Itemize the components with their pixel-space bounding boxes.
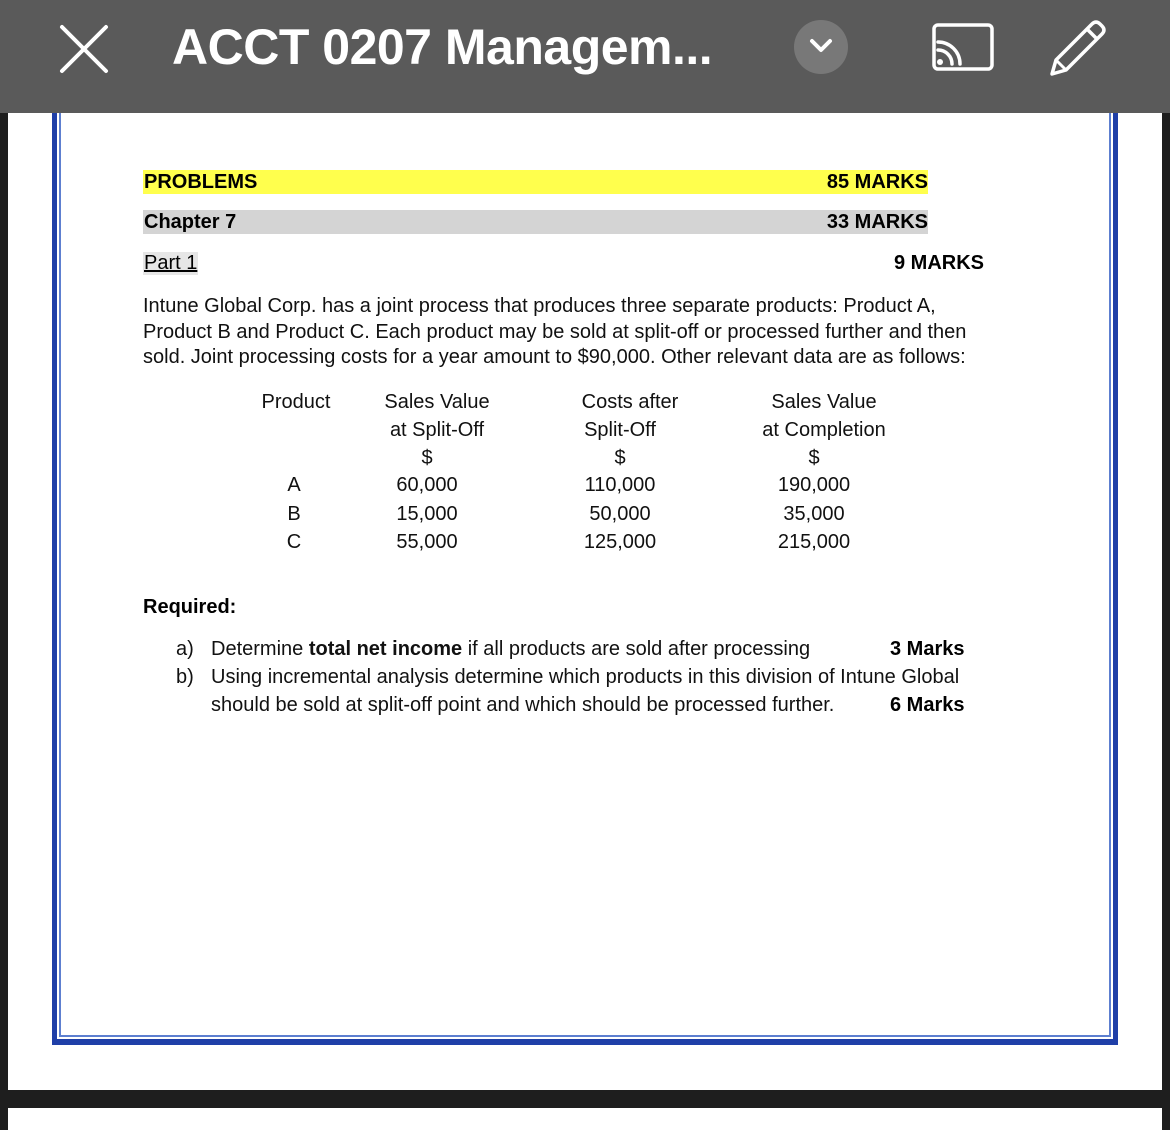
cell-split-off: 60,000 bbox=[396, 474, 458, 496]
item-marker: a) bbox=[176, 638, 194, 660]
item-b-line1: Using incremental analysis determine which products in this division of Intune Global bbox=[211, 666, 960, 688]
intro-line: Intune Global Corp. has a joint process that produces three separate products: Product A, bbox=[143, 295, 936, 317]
item-b-marks: 6 Marks bbox=[890, 694, 965, 716]
problems-header bbox=[143, 170, 928, 194]
cell-product: A bbox=[287, 474, 301, 496]
cell-split-off: 55,000 bbox=[396, 531, 458, 553]
item-marker: b) bbox=[176, 666, 194, 688]
cell-product: C bbox=[286, 531, 302, 553]
item-a-marks: 3 Marks bbox=[890, 638, 965, 660]
cell-completion: 190,000 bbox=[777, 474, 851, 496]
top-app-bar bbox=[0, 0, 1170, 113]
problems-marks: 85 MARKS bbox=[826, 171, 928, 193]
part-label: Part 1 bbox=[144, 252, 198, 274]
item-b-line2: should be sold at split-off point and which should be processed further. bbox=[211, 694, 835, 716]
col-header-completion: Sales Value at Completion $ bbox=[762, 391, 886, 469]
next-page-edge bbox=[8, 1108, 1162, 1130]
cell-costs-after: 110,000 bbox=[584, 474, 656, 496]
cell-completion: 215,000 bbox=[777, 531, 851, 553]
item-a-text: Determine total net income if all products are sold after processing bbox=[211, 638, 811, 660]
problems-label: PROBLEMS bbox=[144, 171, 258, 193]
document-title[interactable]: ACCT 0207 Managem... bbox=[172, 19, 713, 75]
cell-completion: 35,000 bbox=[783, 503, 845, 525]
close-icon bbox=[58, 24, 110, 74]
edit-button[interactable] bbox=[1044, 16, 1108, 80]
intro-line: Product B and Product C. Each product may be sold at split-off or processed further and then bbox=[143, 320, 967, 343]
cast-button[interactable] bbox=[932, 22, 994, 74]
cast-icon bbox=[932, 22, 994, 74]
chevron-down-icon bbox=[809, 38, 833, 54]
required-heading: Required: bbox=[143, 596, 237, 618]
col-header-costs-after: Costs after Split-Off $ bbox=[581, 391, 679, 469]
cell-costs-after: 125,000 bbox=[583, 531, 657, 553]
chapter-marks: 33 MARKS bbox=[826, 211, 928, 233]
title-dropdown-button[interactable] bbox=[794, 20, 848, 74]
required-item-a bbox=[176, 638, 811, 661]
close-button[interactable] bbox=[58, 24, 110, 74]
pencil-icon bbox=[1044, 16, 1108, 80]
col-header-split-off: Sales Value at Split-Off $ bbox=[384, 391, 490, 469]
cell-product: B bbox=[287, 503, 301, 525]
cell-split-off: 15,000 bbox=[396, 503, 458, 525]
part-marks: 9 MARKS bbox=[893, 252, 984, 274]
required-item-b bbox=[176, 666, 960, 689]
cell-costs-after: 50,000 bbox=[589, 503, 651, 525]
problem-intro bbox=[143, 294, 1001, 371]
chapter-label: Chapter 7 bbox=[144, 211, 237, 233]
intro-line: sold. Joint processing costs for a year amount to $90,000. Other relevant data are as follows: bbox=[143, 346, 966, 368]
col-header-product: Product bbox=[261, 391, 331, 413]
chapter-header bbox=[143, 210, 928, 234]
